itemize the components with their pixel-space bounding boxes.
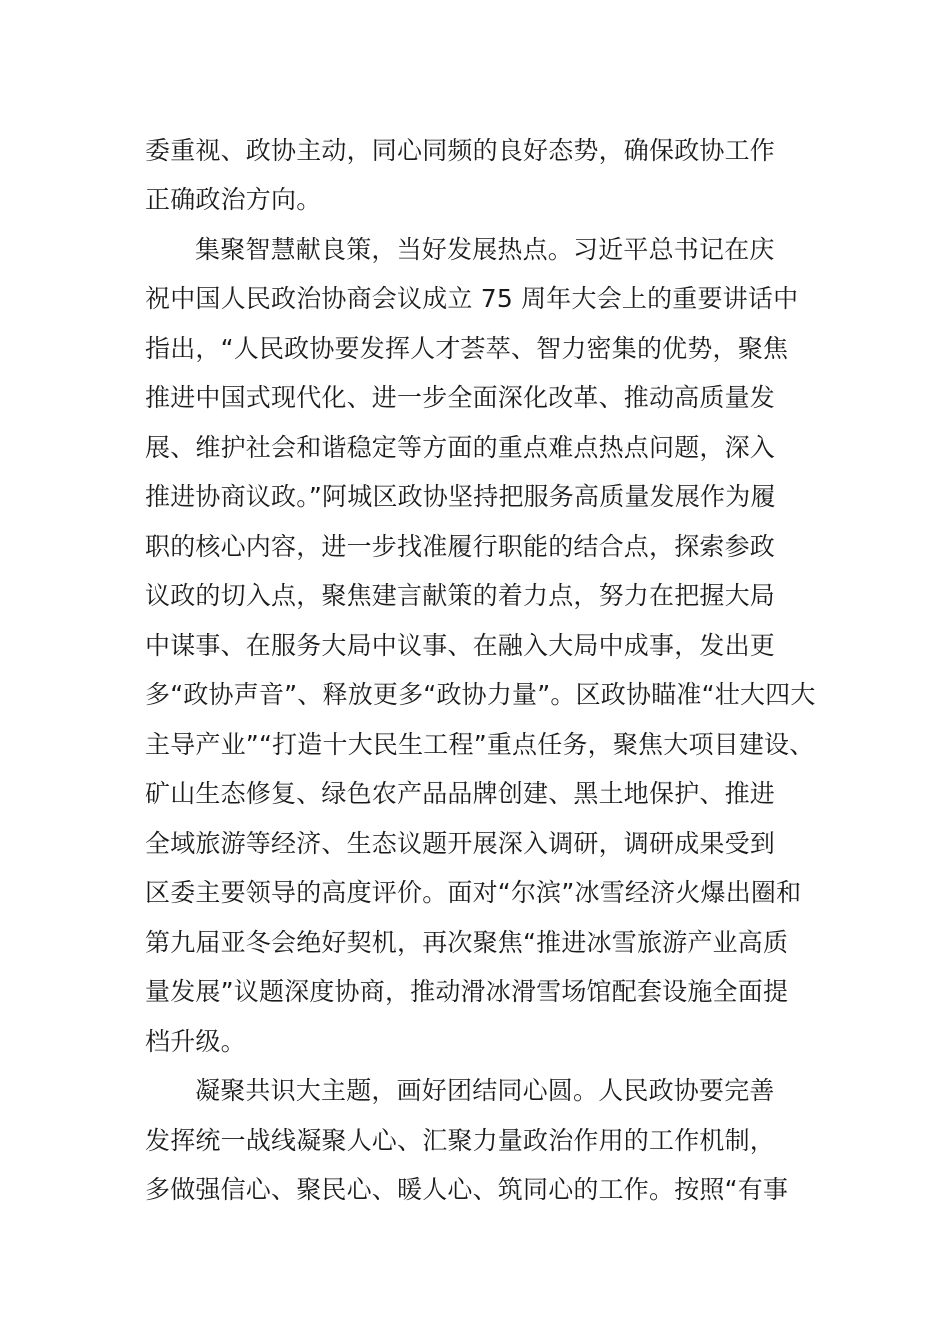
text-line: 多做强信心、聚民心、暖人心、筑同心的工作。按照“有事 bbox=[145, 1175, 789, 1204]
text-line: 主导产业”“打造十大民生工程”重点任务，聚焦大项目建设、 bbox=[145, 730, 815, 759]
text-line: 展、维护社会和谐稳定等方面的重点难点热点问题，深入 bbox=[145, 433, 776, 462]
text-line: 推进中国式现代化、进一步全面深化改革、推动高质量发 bbox=[145, 383, 776, 412]
text-line: 推进协商议政。”阿城区政协坚持把服务高质量发展作为履 bbox=[145, 482, 776, 511]
text-line: 职的核心内容，进一步找准履行职能的结合点，探索参政 bbox=[145, 532, 776, 561]
paragraph-start-line: 集聚智慧献良策，当好发展热点。习近平总书记在庆 bbox=[195, 235, 775, 264]
text-line: 量发展”议题深度协商，推动滑冰滑雪场馆配套设施全面提 bbox=[145, 977, 789, 1006]
paragraph-start-line: 凝聚共识大主题，画好团结同心圆。人民政协要完善 bbox=[195, 1076, 775, 1105]
text-line: 档升级。 bbox=[145, 1027, 246, 1056]
text-line: 多“政协声音”、释放更多“政协力量”。区政协瞄准“壮大四大 bbox=[145, 680, 816, 709]
text-line: 矿山生态修复、绿色农产品品牌创建、黑土地保护、推进 bbox=[145, 779, 776, 808]
text-line: 指出，“人民政协要发挥人才荟萃、智力密集的优势，聚焦 bbox=[145, 334, 789, 363]
text-line: 中谋事、在服务大局中议事、在融入大局中成事，发出更 bbox=[145, 631, 776, 660]
text-line: 第九届亚冬会绝好契机，再次聚焦“推进冰雪旅游产业高质 bbox=[145, 928, 789, 957]
text-line: 发挥统一战线凝聚人心、汇聚力量政治作用的工作机制， bbox=[145, 1126, 776, 1155]
text-line: 全域旅游等经济、生态议题开展深入调研，调研成果受到 bbox=[145, 829, 776, 858]
text-line: 区委主要领导的高度评价。面对“尔滨”冰雪经济火爆出圈和 bbox=[145, 878, 802, 907]
text-line: 委重视、政协主动，同心同频的良好态势，确保政协工作 bbox=[145, 136, 776, 165]
text-line: 议政的切入点，聚焦建言献策的着力点，努力在把握大局 bbox=[145, 581, 776, 610]
text-line: 正确政治方向。 bbox=[145, 185, 322, 214]
text-line: 祝中国人民政治协商会议成立 75 周年大会上的重要讲话中 bbox=[145, 284, 799, 313]
